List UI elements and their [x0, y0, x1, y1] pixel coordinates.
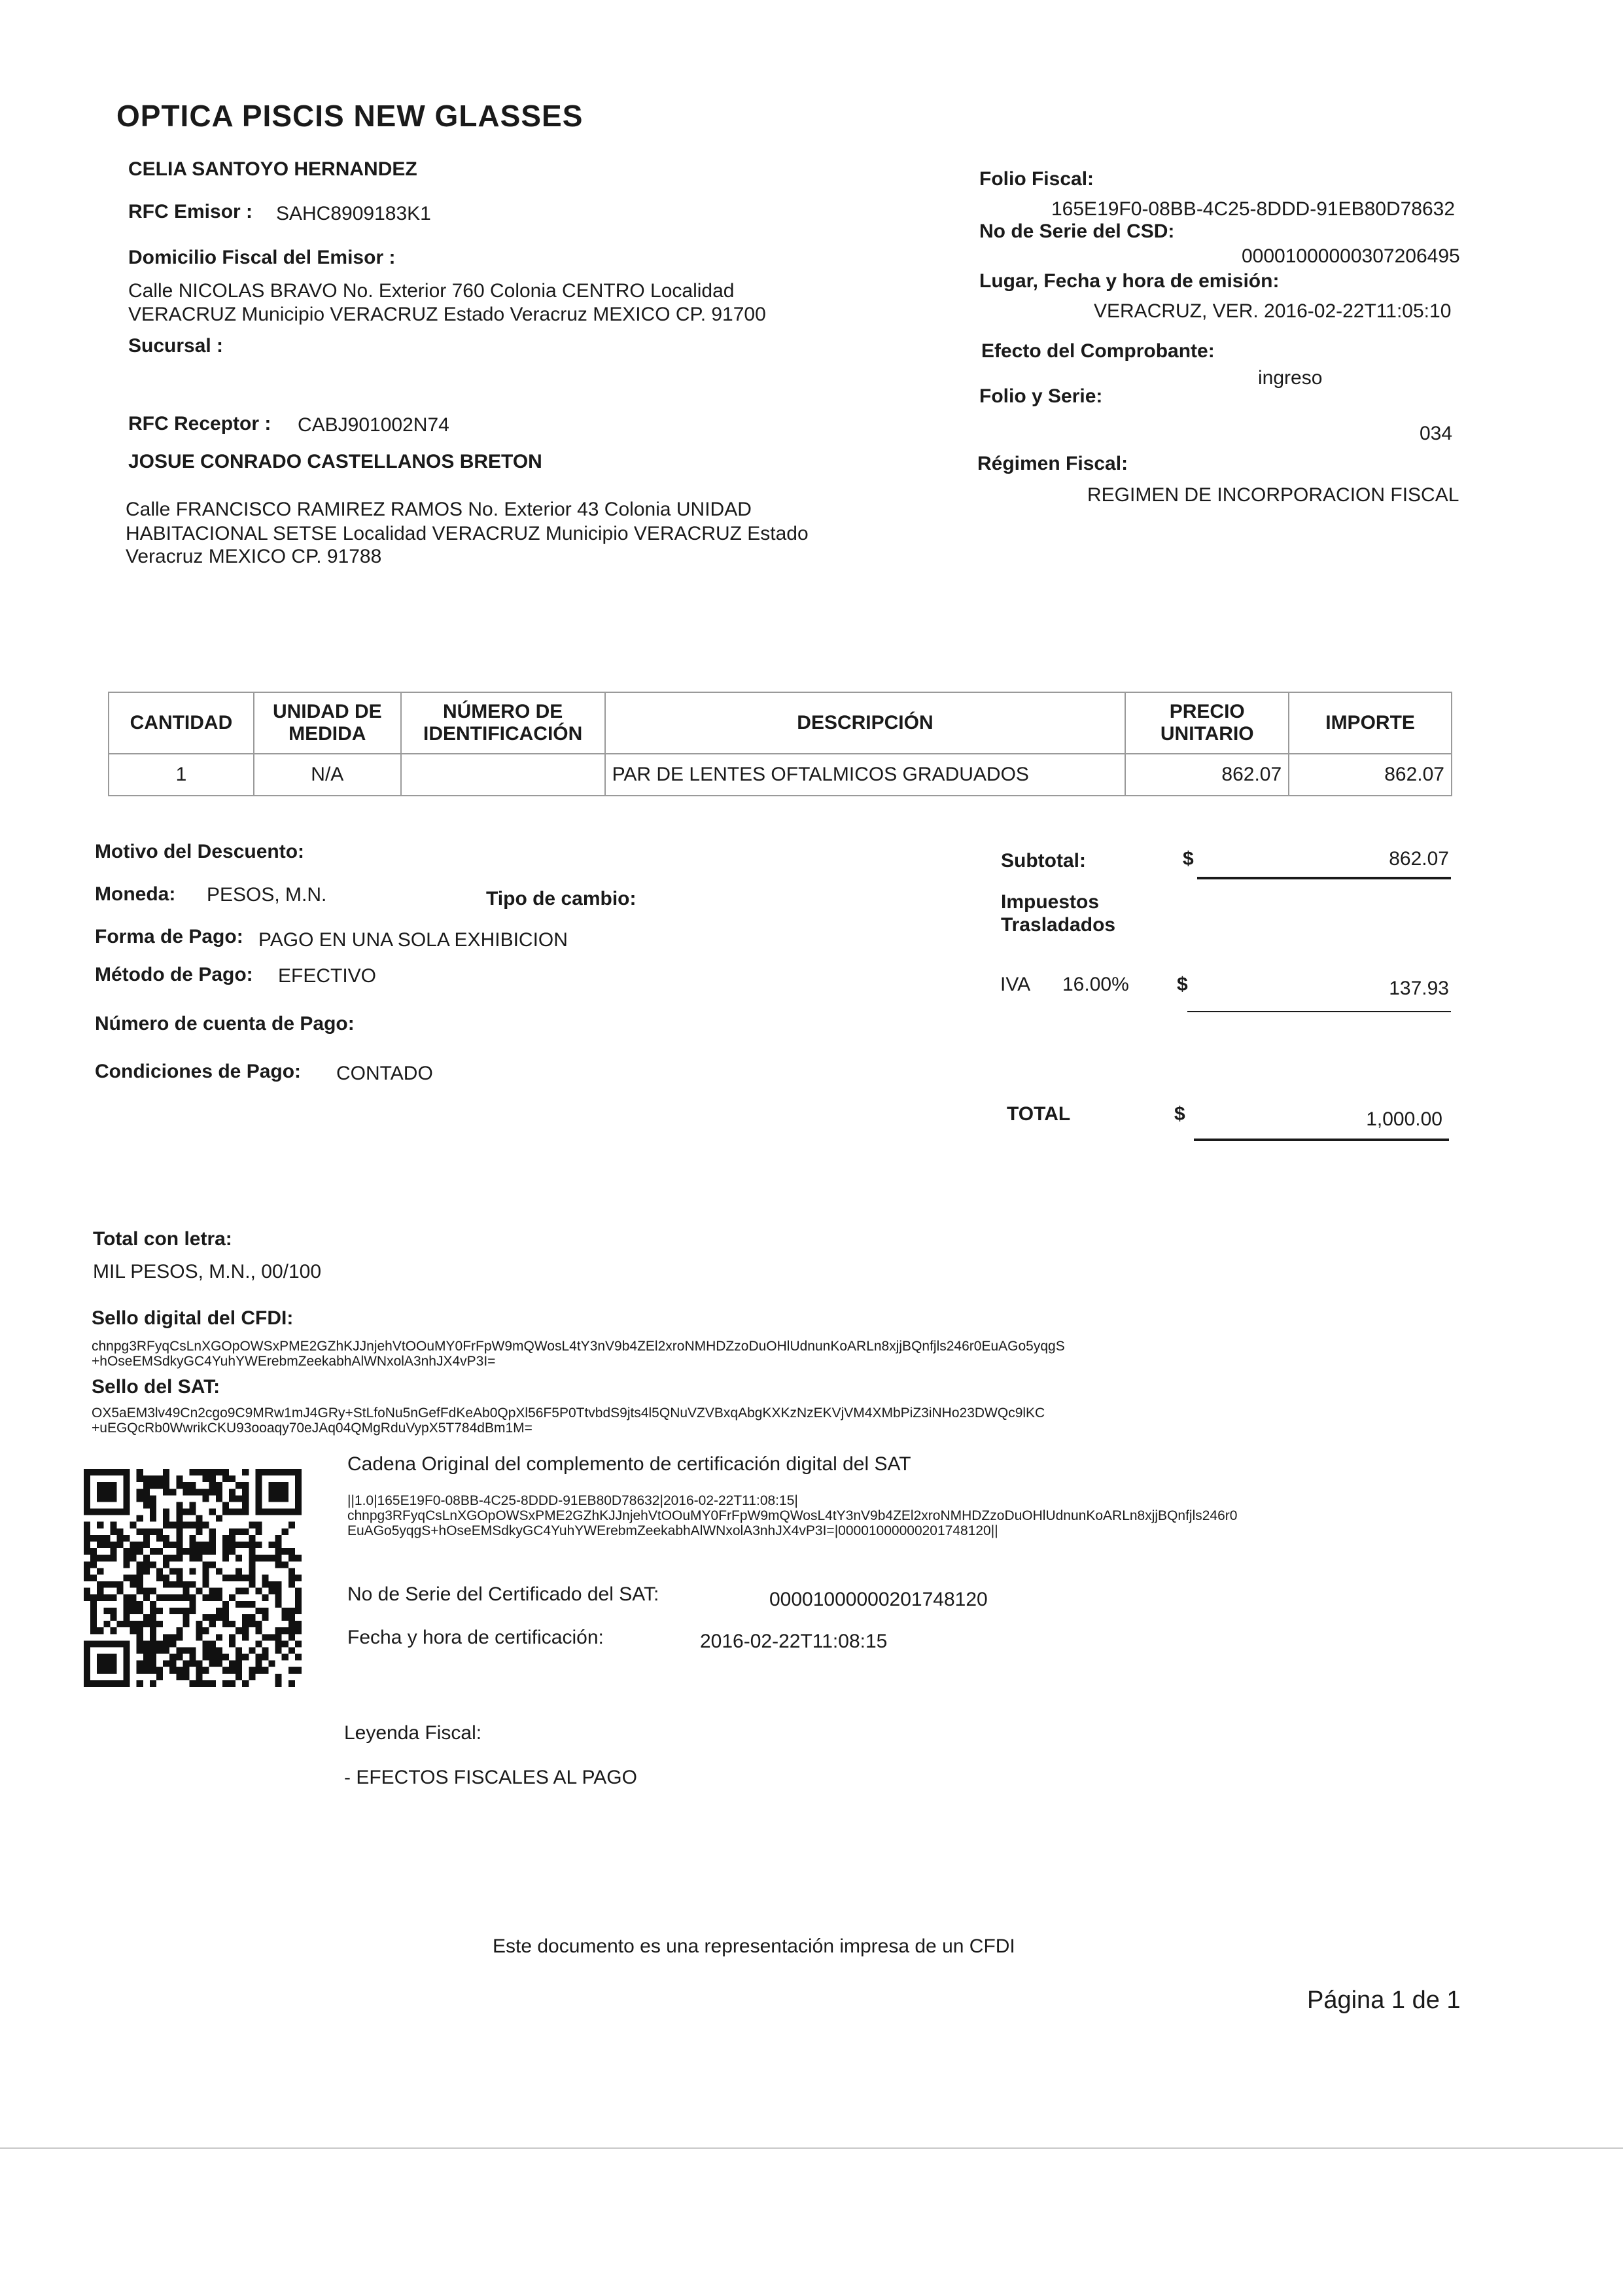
currency-label: Moneda: [95, 883, 176, 905]
payment-method-value: EFECTIVO [278, 965, 377, 987]
items-table [108, 692, 1452, 796]
chain-line3: EuAGo5yqgS+hOseEMSdkyGC4YuhYWErebmZeekabhAlWNxolA3nhJX4vP3I=|00001000000201748120|| [347, 1523, 998, 1538]
fiscal-legend-label: Leyenda Fiscal: [344, 1722, 482, 1744]
conditions-label: Condiciones de Pago: [95, 1061, 302, 1082]
effect-value: ingreso [1258, 367, 1323, 389]
col-header-description: DESCRIPCIÓN [605, 692, 1126, 754]
payment-form-label: Forma de Pago: [95, 926, 243, 947]
branch-label: Sucursal : [128, 335, 224, 357]
sat-cert-value: 00001000000201748120 [769, 1589, 988, 1610]
chain-title: Cadena Original del complemento de certificación digital del SAT [347, 1453, 911, 1475]
regime-value: REGIMEN DE INCORPORACION FISCAL [1087, 484, 1459, 506]
total-label: TOTAL [1007, 1103, 1071, 1125]
issue-place-date-label: Lugar, Fecha y hora de emisión: [979, 270, 1280, 292]
cell-quantity: 1 [109, 754, 254, 796]
receiver-rfc-label: RFC Receptor : [128, 413, 271, 434]
sat-cert-label: No de Serie del Certificado del SAT: [347, 1583, 659, 1605]
currency-value: PESOS, M.N. [207, 884, 327, 906]
issuer-person-name: CELIA SANTOYO HERNANDEZ [128, 158, 417, 180]
iva-currency: $ [1177, 974, 1188, 995]
issue-place-date: VERACRUZ, VER. 2016-02-22T11:05:10 [1094, 300, 1452, 322]
payment-method-label: Método de Pago: [95, 964, 253, 985]
cell-id [401, 754, 605, 796]
col-header-id: NÚMERO DE IDENTIFICACIÓN [401, 692, 605, 754]
account-label: Número de cuenta de Pago: [95, 1013, 355, 1034]
conditions-value: CONTADO [336, 1063, 433, 1084]
issuer-address-line2: VERACRUZ Municipio VERACRUZ Estado Veracruz MEXICO CP. 91700 [128, 304, 766, 325]
receiver-address-line1: Calle FRANCISCO RAMIREZ RAMOS No. Exterior 43 Colonia UNIDAD [126, 499, 752, 520]
exchange-rate-label: Tipo de cambio: [486, 888, 637, 910]
issuer-rfc: SAHC8909183K1 [276, 203, 431, 224]
total-underline [1194, 1139, 1449, 1141]
scan-divider [0, 2147, 1623, 2149]
table-row [109, 754, 1452, 796]
effect-label: Efecto del Comprobante: [981, 340, 1215, 362]
items-header-row [109, 692, 1452, 754]
cfdi-seal-line1: chnpg3RFyqCsLnXGOpOWSxPME2GZhKJJnjehVtOOuMY0FrFpW9mQWosL4tY3nV9b4ZEl2xroNMHDZzoDuOHlUdnunKoARLn8xjjBQnfjls246r0EuAGo5yqgS [92, 1339, 1065, 1354]
csd-serial: 00001000000307206495 [1242, 245, 1460, 267]
folio-serie-label: Folio y Serie: [979, 385, 1103, 407]
iva-rate: 16.00% [1062, 974, 1129, 995]
amount-words-value: MIL PESOS, M.N., 00/100 [93, 1261, 322, 1282]
regime-label: Régimen Fiscal: [977, 453, 1128, 474]
sat-seal-line2: +uEGQcRb0WwrikCKU93ooaqy70eJAq04QMgRduVypX5T784dBm1M= [92, 1421, 532, 1436]
business-name: OPTICA PISCIS NEW GLASSES [116, 99, 584, 133]
cell-amount: 862.07 [1289, 754, 1452, 796]
cell-unit: N/A [254, 754, 401, 796]
issuer-rfc-label: RFC Emisor : [128, 201, 253, 222]
sat-seal-label: Sello del SAT: [92, 1376, 220, 1398]
col-header-unit: UNIDAD DE MEDIDA [254, 692, 401, 754]
taxes-label-1: Impuestos [1001, 891, 1100, 913]
issuer-address-line1: Calle NICOLAS BRAVO No. Exterior 760 Colonia CENTRO Localidad [128, 280, 735, 302]
discount-label: Motivo del Descuento: [95, 841, 305, 862]
csd-serial-label: No de Serie del CSD: [979, 221, 1175, 242]
cfdi-seal-label: Sello digital del CFDI: [92, 1307, 294, 1329]
subtotal-value: 862.07 [1389, 848, 1449, 870]
col-header-quantity: CANTIDAD [109, 692, 254, 754]
sat-seal-line1: OX5aEM3lv49Cn2cgo9C9MRw1mJ4GRy+StLfoNu5nGefFdKeAb0QpXl56F5P0TtvbdS9jts4l5QNuVZVBxqAbgKXKzNzEKVjVM4XMbPiZ3iNHo23DWQc9lKC [92, 1405, 1045, 1421]
fiscal-legend-item: - EFECTOS FISCALES AL PAGO [344, 1767, 637, 1788]
total-value: 1,000.00 [1366, 1108, 1442, 1130]
cert-date-value: 2016-02-22T11:08:15 [700, 1631, 888, 1652]
folio-serie-value: 034 [1420, 423, 1453, 444]
subtotal-currency: $ [1183, 848, 1194, 870]
issuer-address-label: Domicilio Fiscal del Emisor : [128, 247, 396, 268]
cert-date-label: Fecha y hora de certificación: [347, 1627, 604, 1648]
chain-line1: ||1.0|165E19F0-08BB-4C25-8DDD-91EB80D78632|2016-02-22T11:08:15| [347, 1493, 798, 1508]
col-header-unit-price: PRECIO UNITARIO [1125, 692, 1289, 754]
iva-label: IVA [1000, 974, 1031, 995]
subtotal-label: Subtotal: [1001, 850, 1086, 872]
qr-code [84, 1469, 302, 1687]
subtotal-underline [1197, 877, 1451, 879]
receiver-rfc: CABJ901002N74 [298, 414, 449, 436]
receiver-address-line2: HABITACIONAL SETSE Localidad VERACRUZ Municipio VERACRUZ Estado [126, 523, 809, 544]
folio-fiscal-label: Folio Fiscal: [979, 168, 1094, 190]
payment-form-value: PAGO EN UNA SOLA EXHIBICION [258, 929, 568, 951]
cfdi-seal-line2: +hOseEMSdkyGC4YuhYWErebmZeekabhAlWNxolA3nhJX4vP3I= [92, 1354, 496, 1369]
receiver-name: JOSUE CONRADO CASTELLANOS BRETON [128, 451, 542, 472]
cell-description: PAR DE LENTES OFTALMICOS GRADUADOS [605, 754, 1126, 796]
total-currency: $ [1174, 1103, 1185, 1125]
chain-line2: chnpg3RFyqCsLnXGOpOWSxPME2GZhKJJnjehVtOOuMY0FrFpW9mQWosL4tY3nV9b4ZEl2xroNMHDZzoDuOHlUdnunKoARLn8xjjBQnfjls246r0 [347, 1508, 1238, 1523]
col-header-amount: IMPORTE [1289, 692, 1452, 754]
footer-note: Este documento es una representación impresa de un CFDI [493, 1935, 1015, 1957]
taxes-label-2: Trasladados [1001, 914, 1116, 936]
page-number: Página 1 de 1 [1307, 1987, 1461, 2014]
receiver-address-line3: Veracruz MEXICO CP. 91788 [126, 546, 382, 567]
cell-unit-price: 862.07 [1125, 754, 1289, 796]
amount-words-label: Total con letra: [93, 1228, 232, 1250]
iva-underline [1187, 1011, 1451, 1012]
folio-fiscal: 165E19F0-08BB-4C25-8DDD-91EB80D78632 [1051, 198, 1456, 220]
iva-amount: 137.93 [1389, 978, 1449, 999]
